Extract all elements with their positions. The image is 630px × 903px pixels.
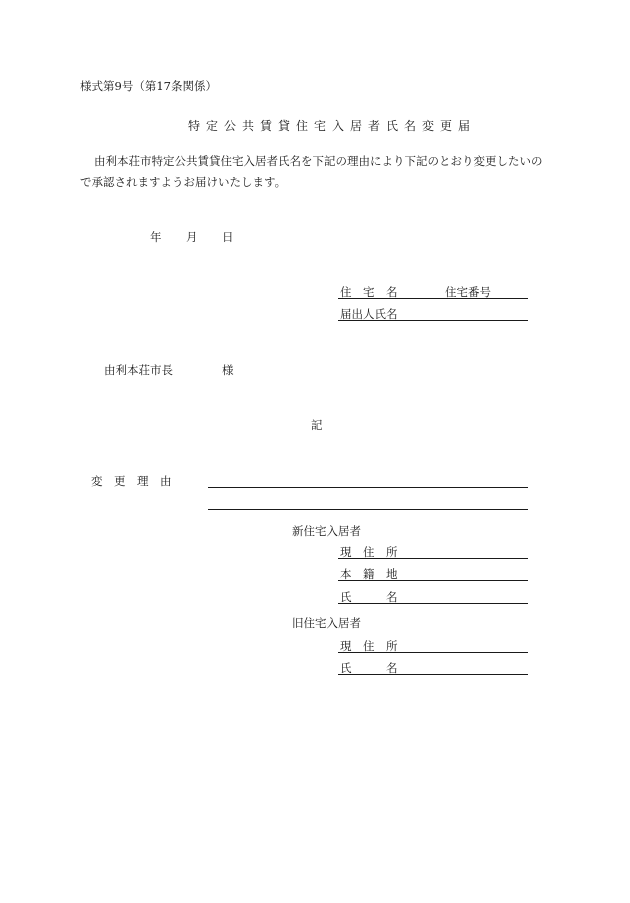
new-domicile-label: 本 籍 地 [340, 567, 398, 581]
change-reason-line-1 [208, 487, 528, 488]
applicant-name-line [338, 320, 528, 321]
ki-heading: 記 [311, 418, 323, 432]
new-address-label: 現 住 所 [340, 545, 398, 559]
old-name-label: 氏 名 [340, 661, 398, 675]
date-month-label: 月 [186, 230, 198, 244]
housing-name-line [338, 298, 528, 299]
addressee-name: 由利本荘市長 [104, 363, 173, 377]
new-domicile-line [338, 580, 528, 581]
new-name-label: 氏 名 [340, 590, 398, 604]
new-resident-heading: 新住宅入居者 [292, 524, 361, 538]
applicant-name-label: 届出人氏名 [340, 307, 398, 321]
addressee-honorific: 様 [222, 363, 234, 377]
old-name-line [338, 674, 528, 675]
change-reason-line-2 [208, 509, 528, 510]
body-text-line-2: で承認されますようお届けいたします。 [80, 175, 287, 189]
old-resident-heading: 旧住宅入居者 [292, 616, 361, 630]
new-name-line [338, 603, 528, 604]
old-address-label: 現 住 所 [340, 639, 398, 653]
form-title: 特定公共賃貸住宅入居者氏名変更届 [188, 119, 477, 133]
housing-name-label: 住 宅 名 [340, 285, 398, 299]
old-address-line [338, 652, 528, 653]
body-text-line-1: 由利本荘市特定公共賃貸住宅入居者氏名を下記の理由により下記のとおり変更したいの [94, 154, 543, 168]
date-year-label: 年 [150, 230, 162, 244]
date-day-label: 日 [222, 230, 234, 244]
change-reason-label: 変 更 理 由 [91, 474, 172, 488]
housing-number-label: 住宅番号 [445, 285, 491, 299]
form-number: 様式第9号（第17条関係） [80, 79, 217, 93]
new-address-line [338, 558, 528, 559]
